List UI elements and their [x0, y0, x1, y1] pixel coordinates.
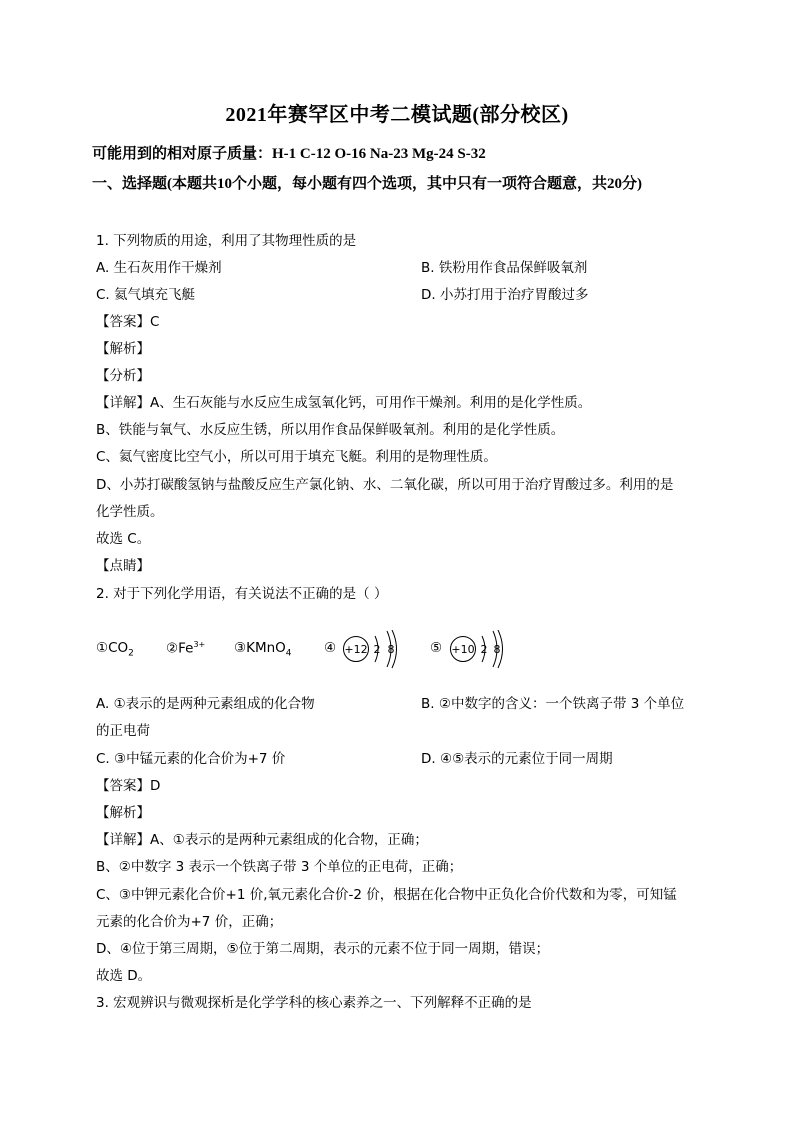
q2-answer: 【答案】D	[96, 778, 161, 794]
q1-stem: 1. 下列物质的用途，利用了其物理性质的是	[96, 233, 357, 249]
atom-diagram-12	[342, 630, 412, 670]
q2-item-5-label: ⑤	[430, 640, 443, 656]
page-title: 2021年赛罕区中考二模试题(部分校区)	[225, 104, 569, 126]
q2-chemical-symbols	[96, 630, 736, 670]
q1-detail-line: B、铁能与氧气、水反应生锈，所以用作食品保鲜吸氧剂。利用的是化学性质。	[96, 422, 565, 438]
q1-option-c: C. 氦气填充飞艇	[96, 287, 196, 303]
q1-dianjing-label: 【点睛】	[96, 558, 150, 574]
section-heading: 一、选择题(本题共10个小题，每小题有四个选项，其中只有一项符合题意，共20分)	[92, 176, 642, 192]
atomic-masses-line: 可能用到的相对原子质量：H-1 C-12 O-16 Na-23 Mg-24 S-32	[92, 146, 486, 162]
q1-detail-line: D、小苏打碳酸氢钠与盐酸反应生产氯化钠、水、二氧化碳，所以可用于治疗胃酸过多。利用的是	[96, 477, 674, 493]
svg-text:8: 8	[387, 643, 395, 656]
q2-item-4-label: ④	[324, 640, 337, 656]
q1-detail-line: 故选 C。	[96, 531, 151, 547]
q1-option-b: B. 铁粉用作食品保鲜吸氧剂	[421, 260, 588, 276]
atom-diagram-10	[448, 630, 518, 670]
svg-text:2: 2	[373, 643, 381, 656]
q2-detail-line: B、②中数字 3 表示一个铁离子带 3 个单位的正电荷，正确；	[96, 859, 463, 875]
q2-option-c: C. ③中锰元素的化合价为+7 价	[96, 751, 286, 767]
q2-stem: 2. 对于下列化学用语，有关说法不正确的是（ ）	[96, 586, 388, 602]
q1-jiexi-label: 【解析】	[96, 341, 150, 357]
svg-text:+10: +10	[451, 643, 475, 656]
q2-option-b-cont: 的正电荷	[96, 723, 150, 739]
q3-stem: 3. 宏观辨识与微观探析是化学学科的核心素养之一、下列解释不正确的是	[96, 995, 532, 1011]
q2-detail-line: 元素的化合价为+7 价，正确；	[96, 914, 283, 930]
q2-detail-line: D、④位于第三周期，⑤位于第二周期，表示的元素不位于同一周期，错误；	[96, 941, 550, 957]
q1-option-a: A. 生石灰用作干燥剂	[96, 260, 222, 276]
q2-item-1: $①CO_2$	[96, 640, 134, 659]
q2-jiexi-label: 【解析】	[96, 805, 150, 821]
q2-detail-line: 【详解】A、①表示的是两种元素组成的化合物，正确；	[96, 832, 428, 848]
q1-detail-line: 【详解】A、生石灰能与水反应生成氢氧化钙，可用作干燥剂。利用的是化学性质。	[96, 395, 592, 411]
q1-answer: 【答案】C	[96, 314, 160, 330]
q1-detail-line: C、氦气密度比空气小，所以可用于填充飞艇。利用的是物理性质。	[96, 449, 497, 465]
q2-detail-line: 故选 D。	[96, 968, 152, 984]
q2-item-3: ③KMnO$_4$	[234, 640, 292, 659]
svg-text:8: 8	[493, 643, 501, 656]
q1-option-d: D. 小苏打用于治疗胃酸过多	[421, 287, 589, 303]
svg-text:+12: +12	[344, 643, 368, 656]
q2-option-d: D. ④⑤表示的元素位于同一周期	[421, 751, 613, 767]
q2-item-2: $②Fe^{3+}$	[166, 640, 206, 657]
svg-text:2: 2	[480, 643, 488, 656]
q2-detail-line: C、③中钾元素化合价+1 价,氧元素化合价-2 价，根据在化合物中正负化合价代数和为零，可知锰	[96, 887, 677, 903]
q1-fenxi-label: 【分析】	[96, 368, 150, 384]
q2-option-a: A. ①表示的是两种元素组成的化合物	[96, 696, 315, 712]
q1-detail-line: 化学性质。	[96, 504, 164, 520]
q2-option-b: B. ②中数字的含义：一个铁离子带 3 个单位	[421, 696, 685, 712]
